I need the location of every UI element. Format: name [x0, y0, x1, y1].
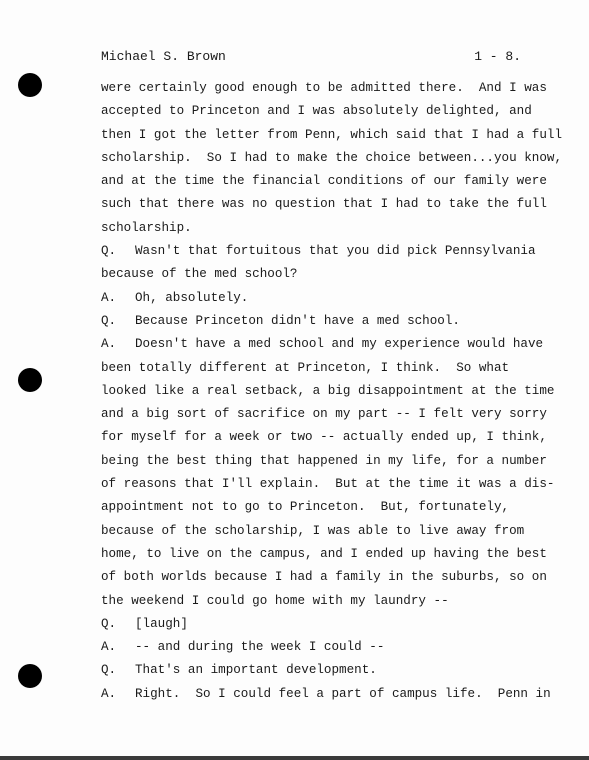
speaker-text: Right. So I could feel a part of campus life. Penn in: [135, 686, 551, 701]
transcript-line: accepted to Princeton and I was absolutely delighted, and: [101, 104, 532, 119]
speaker-label: A.: [101, 686, 117, 701]
transcript-body: [101, 77, 563, 706]
transcript-line: home, to live on the campus, and I ended up having the best: [101, 546, 547, 561]
page-number: 1 - 8.: [474, 49, 521, 64]
speaker-text: [laugh]: [135, 616, 188, 631]
transcript-line: because of the scholarship, I was able to live away from: [101, 523, 525, 538]
transcript-qa-line: [101, 683, 551, 706]
transcript-qa-line: [101, 333, 544, 356]
transcript-line: been totally different at Princeton, I think. So what: [101, 360, 510, 375]
speaker-text: Wasn't that fortuitous that you did pick Pennsylvania: [135, 244, 536, 259]
speaker-label: Q.: [101, 244, 117, 259]
binder-hole-bottom: [18, 664, 42, 688]
speaker-text: Doesn't have a med school and my experience would have: [135, 337, 544, 352]
speaker-label: A.: [101, 337, 117, 352]
transcript-line: such that there was no question that I had to take the full: [101, 197, 547, 212]
transcript-line: for myself for a week or two -- actually ended up, I think,: [101, 430, 547, 445]
transcript-qa-line: [101, 240, 536, 263]
page-header: [101, 47, 521, 67]
speaker-text: Oh, absolutely.: [135, 290, 249, 305]
speaker-label: A.: [101, 290, 117, 305]
speaker-text: That's an important development.: [135, 663, 377, 678]
transcript-line: the weekend I could go home with my laundry --: [101, 593, 449, 608]
speaker-label: Q.: [101, 313, 117, 328]
transcript-qa-line: [101, 636, 531, 659]
transcript-line: of reasons that I'll explain. But at the time it was a dis-: [101, 477, 555, 492]
transcript-line: and a big sort of sacrifice on my part -- I felt very sorry: [101, 407, 547, 422]
transcript-line: looked like a real setback, a big disappointment at the time: [101, 383, 555, 398]
binder-hole-top: [18, 73, 42, 97]
transcript-qa-line: [101, 310, 531, 333]
transcript-line: were certainly good enough to be admitted there. And I was: [101, 81, 547, 95]
transcript-qa-line: [101, 287, 531, 310]
speaker-label: A.: [101, 640, 117, 655]
transcript-line: appointment not to go to Princeton. But, fortunately,: [101, 500, 510, 515]
speaker-text: Because Princeton didn't have a med school.: [135, 313, 460, 328]
speaker-label: Q.: [101, 616, 117, 631]
transcript-line: being the best thing that happened in my life, for a number: [101, 453, 547, 468]
transcript-line: of both worlds because I had a family in the suburbs, so on: [101, 570, 547, 585]
speaker-label: Q.: [101, 663, 117, 678]
transcript-line: because of the med school?: [101, 267, 298, 282]
scan-bottom-edge: [0, 756, 589, 760]
transcript-line: and at the time the financial conditions of our family were: [101, 174, 547, 189]
transcript-line: scholarship. So I had to make the choice between...you know,: [101, 150, 563, 165]
transcript-line: scholarship.: [101, 220, 192, 235]
interviewee-name: Michael S. Brown: [101, 49, 226, 64]
transcript-qa-line: [101, 659, 531, 682]
binder-hole-middle: [18, 368, 42, 392]
speaker-text: -- and during the week I could --: [135, 640, 385, 655]
transcript-line: then I got the letter from Penn, which said that I had a full: [101, 127, 563, 142]
transcript-qa-line: [101, 613, 531, 636]
